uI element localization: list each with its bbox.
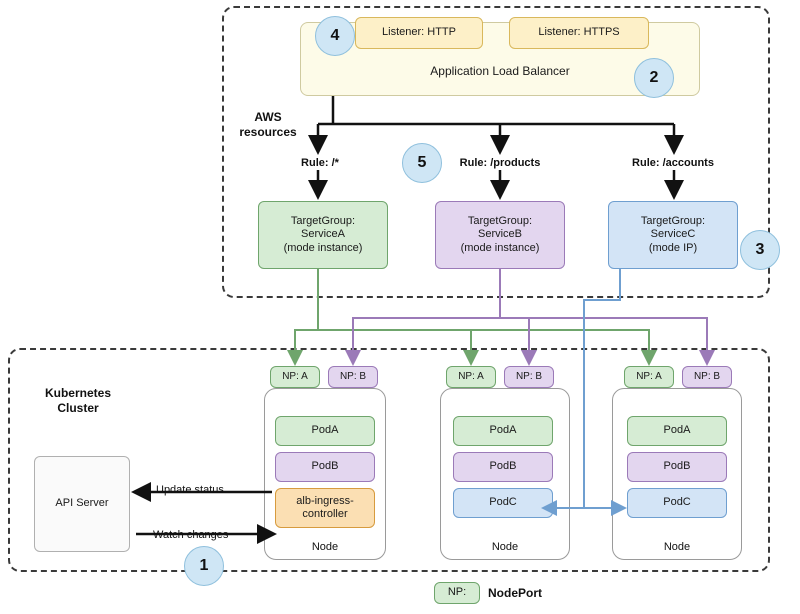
legend-nodeport-key: NP: xyxy=(447,586,467,599)
step-badge-3 xyxy=(740,230,780,270)
node-1-pod-alb-ingress-controller xyxy=(275,488,375,528)
targetgroup-servicec-line1: TargetGroup: xyxy=(640,215,706,228)
listener-https-box xyxy=(509,17,649,49)
rule-root-label: Rule: /* xyxy=(301,157,339,169)
targetgroup-servicea-line1: TargetGroup: xyxy=(290,215,356,228)
listener-https-label: Listener: HTTPS xyxy=(538,26,620,39)
targetgroup-serviceb-line3: (mode instance) xyxy=(460,241,540,254)
targetgroup-servicea-line3: (mode instance) xyxy=(283,241,363,254)
api-server-label: API Server xyxy=(55,497,109,510)
aws-resources-label-line1: AWS xyxy=(254,110,282,124)
update-status-label: Update status xyxy=(156,484,224,496)
node-2-pod-b-label: PodB xyxy=(489,460,517,473)
targetgroup-servicea-box xyxy=(258,201,388,269)
rule-accounts-label: Rule: /accounts xyxy=(632,157,714,169)
alb-ingress-controller-label-line1: alb-ingress- xyxy=(296,494,354,507)
node-2-pod-b xyxy=(453,452,553,482)
step-badge-1 xyxy=(184,546,224,586)
node-2-pod-a-label: PodA xyxy=(489,424,517,437)
node-1-nodeport-b xyxy=(328,366,378,388)
kubernetes-cluster-label-line2: Cluster xyxy=(57,401,99,415)
node-2-nodeport-a-label: NP: A xyxy=(458,370,484,382)
node-2-nodeport-a xyxy=(446,366,496,388)
node-3-nodeport-b-label: NP: B xyxy=(693,370,721,382)
node-3-pod-b-label: PodB xyxy=(663,460,691,473)
node-1-nodeport-a xyxy=(270,366,320,388)
targetgroup-serviceb-box xyxy=(435,201,565,269)
node-1-nodeport-b-label: NP: B xyxy=(339,370,367,382)
node-2-pod-a xyxy=(453,416,553,446)
alb-ingress-controller-label-line2: controller xyxy=(302,508,348,520)
legend-nodeport-swatch xyxy=(434,582,480,604)
rule-products-label: Rule: /products xyxy=(459,157,541,169)
step-badge-2 xyxy=(634,58,674,98)
node-1-pod-b xyxy=(275,452,375,482)
step-badge-3-number: 3 xyxy=(755,241,765,258)
node-1-pod-b-label: PodB xyxy=(311,460,339,473)
node-3-nodeport-a xyxy=(624,366,674,388)
node-1-pod-a xyxy=(275,416,375,446)
api-server-box xyxy=(34,456,130,552)
node-2-nodeport-b xyxy=(504,366,554,388)
node-3-pod-b xyxy=(627,452,727,482)
node-2-nodeport-b-label: NP: B xyxy=(515,370,543,382)
kubernetes-cluster-label-line1: Kubernetes xyxy=(44,386,112,400)
aws-resources-label-line2: resources xyxy=(239,125,297,139)
node-1-label: Node xyxy=(311,541,339,553)
targetgroup-servicec-box xyxy=(608,201,738,269)
step-badge-5 xyxy=(402,143,442,183)
listener-http-label: Listener: HTTP xyxy=(382,26,456,39)
node-3-nodeport-a-label: NP: A xyxy=(636,370,662,382)
targetgroup-serviceb-line2: ServiceB xyxy=(477,228,523,241)
step-badge-1-number: 1 xyxy=(199,557,209,574)
step-badge-4-number: 4 xyxy=(330,27,340,44)
node-1-pod-a-label: PodA xyxy=(311,424,339,437)
step-badge-2-number: 2 xyxy=(649,69,659,86)
node-3-pod-a xyxy=(627,416,727,446)
listener-http-box xyxy=(355,17,483,49)
node-3-pod-a-label: PodA xyxy=(663,424,691,437)
watch-changes-label: Watch changes xyxy=(153,529,229,541)
kubernetes-cluster-label xyxy=(28,386,128,416)
application-load-balancer-label: Application Load Balancer xyxy=(430,64,570,78)
node-1-nodeport-a-label: NP: A xyxy=(282,370,308,382)
aws-resources-label xyxy=(226,110,310,140)
targetgroup-serviceb-line1: TargetGroup: xyxy=(467,215,533,228)
node-3-label: Node xyxy=(663,541,691,553)
step-badge-5-number: 5 xyxy=(417,154,427,171)
targetgroup-servicec-line2: ServiceC xyxy=(650,228,696,241)
node-2-pod-c xyxy=(453,488,553,518)
targetgroup-servicea-line2: ServiceA xyxy=(300,228,346,241)
node-3-pod-c-label: PodC xyxy=(663,496,691,509)
node-3-nodeport-b xyxy=(682,366,732,388)
node-2-label: Node xyxy=(491,541,519,553)
targetgroup-servicec-line3: (mode IP) xyxy=(648,241,698,254)
legend-nodeport-label: NodePort xyxy=(488,586,542,600)
step-badge-4 xyxy=(315,16,355,56)
node-3-pod-c xyxy=(627,488,727,518)
node-2-pod-c-label: PodC xyxy=(489,496,517,509)
